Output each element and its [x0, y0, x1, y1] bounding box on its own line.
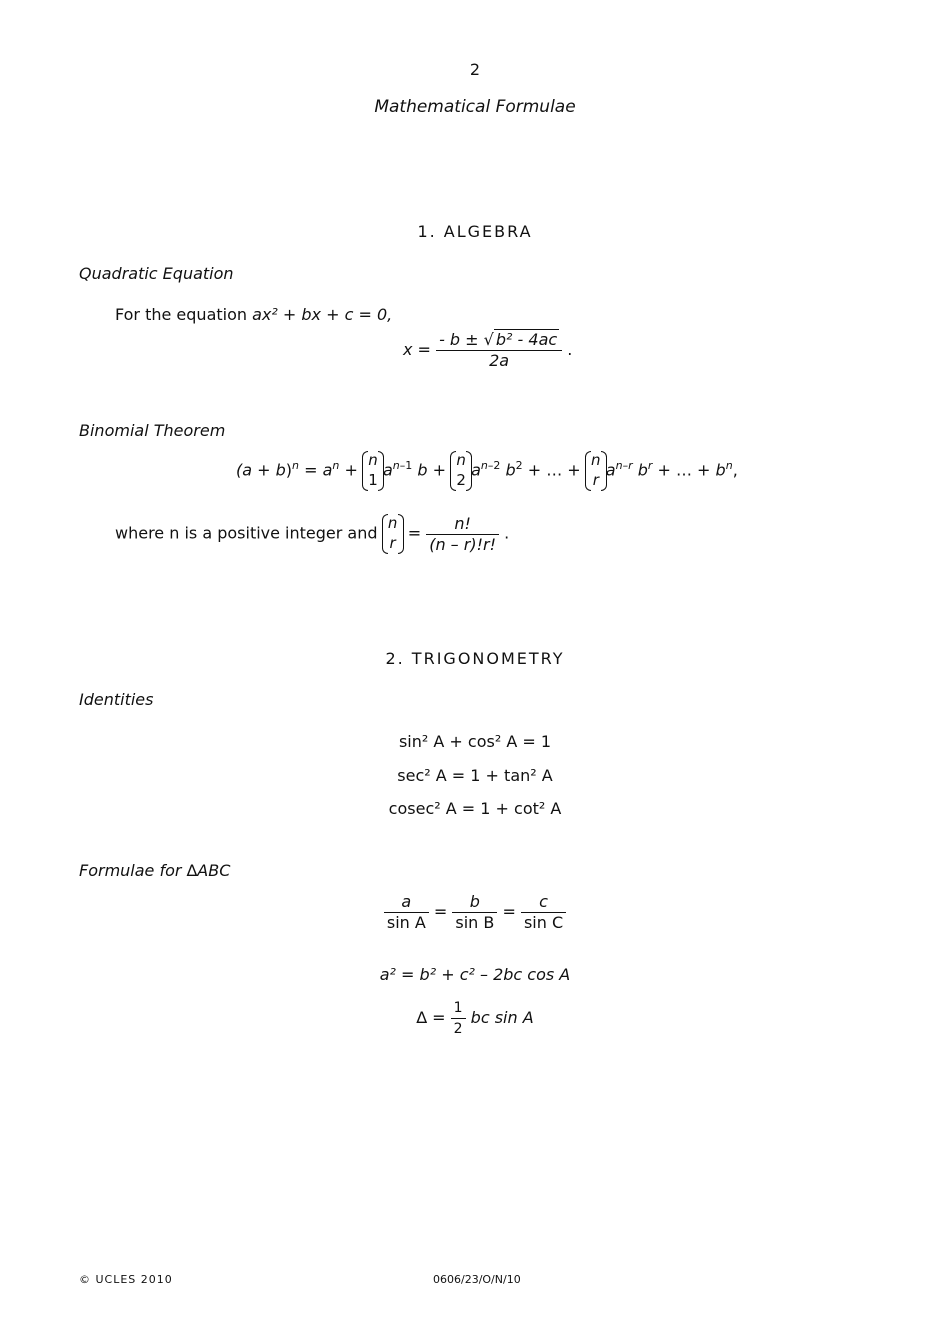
- sine-rule-frac-a: $\frac{a}{\text{sin A}}$: [384, 892, 429, 933]
- binomial-coefficient-nr: n r: [385, 513, 401, 555]
- binomial-expansion: $(a + b)^n = a^n$ + n 1 $a^{n-1}$ b + n 2 $a^{n-2}$ $b^2$ + … + n r $a^{n-r}$ $b^r$ + … + $b^n$,: [236, 450, 738, 492]
- footer-code: 0606/23/O/N/10: [433, 1273, 521, 1286]
- binomial-coefficient-1: n 1: [365, 450, 381, 492]
- quadratic-denominator: 2a: [489, 351, 510, 370]
- binomial-frac-num: n!: [426, 514, 499, 535]
- quadratic-lhs: x =: [403, 340, 431, 359]
- area-half-fraction: $\frac{1}{2}$: [451, 998, 466, 1039]
- binomial-frac-den: (n – r)!r!: [429, 534, 496, 554]
- sine-rule-frac-c: $\frac{c}{\text{sin C}}$: [521, 892, 566, 933]
- quadratic-fraction: [436, 330, 562, 371]
- page-number: 2: [469, 60, 481, 79]
- binomial-where-text: where n is a positive integer and: [115, 523, 378, 543]
- section-heading-trigonometry: 2. TRIGONOMETRY: [385, 649, 565, 668]
- quadratic-intro-line: [115, 305, 392, 324]
- identity-1: sin² A + cos² A = 1: [398, 732, 552, 751]
- area-rhs: bc sin A: [470, 1008, 534, 1027]
- quadratic-equation: ax² + bx + c = 0,: [252, 305, 393, 324]
- sine-rule: $\frac{a}{\text{sin A}}$ = $\frac{b}{\text{sin B}}$ = $\frac{c}{\text{sin C}}$: [0, 892, 950, 933]
- sine-rule-frac-b: $\frac{b}{\text{sin B}}$: [452, 892, 497, 933]
- identity-2: sec² A = 1 + tan² A: [397, 766, 553, 785]
- binomial-coefficient-2: n 2: [453, 450, 469, 492]
- page-title: Mathematical Formulae: [374, 97, 576, 117]
- quadratic-intro: For the equation: [115, 305, 248, 324]
- section-heading-algebra: 1. ALGEBRA: [417, 222, 533, 241]
- sqrt-symbol: √: [483, 330, 494, 349]
- footer-copyright: © UCLES 2010: [79, 1273, 173, 1286]
- binomial-factorial-fraction: [426, 514, 499, 555]
- binomial-heading: Binomial Theorem: [79, 421, 226, 440]
- cosine-rule: a² = b² + c² – 2bc cos A: [379, 965, 571, 984]
- identity-3: cosec² A = 1 + cot² A: [388, 799, 562, 818]
- area-formula: [0, 998, 950, 1039]
- quadratic-heading: Quadratic Equation: [79, 264, 234, 283]
- quadratic-formula: [403, 330, 572, 371]
- quadratic-num-prefix: - b ±: [439, 330, 479, 349]
- binomial-definition: where n is a positive integer and n r = $\frac{n!}{(n - r)!r!}$ .: [115, 513, 510, 554]
- quadratic-numerator: [436, 330, 562, 351]
- area-lhs: ∆ =: [416, 1008, 446, 1027]
- quadratic-radicand: b² - 4ac: [495, 330, 558, 349]
- triangle-heading: Formulae for ∆ABC: [79, 861, 231, 880]
- identities-heading: Identities: [79, 690, 154, 709]
- binomial-coefficient-r: n r: [588, 450, 604, 492]
- quadratic-end: .: [567, 340, 573, 359]
